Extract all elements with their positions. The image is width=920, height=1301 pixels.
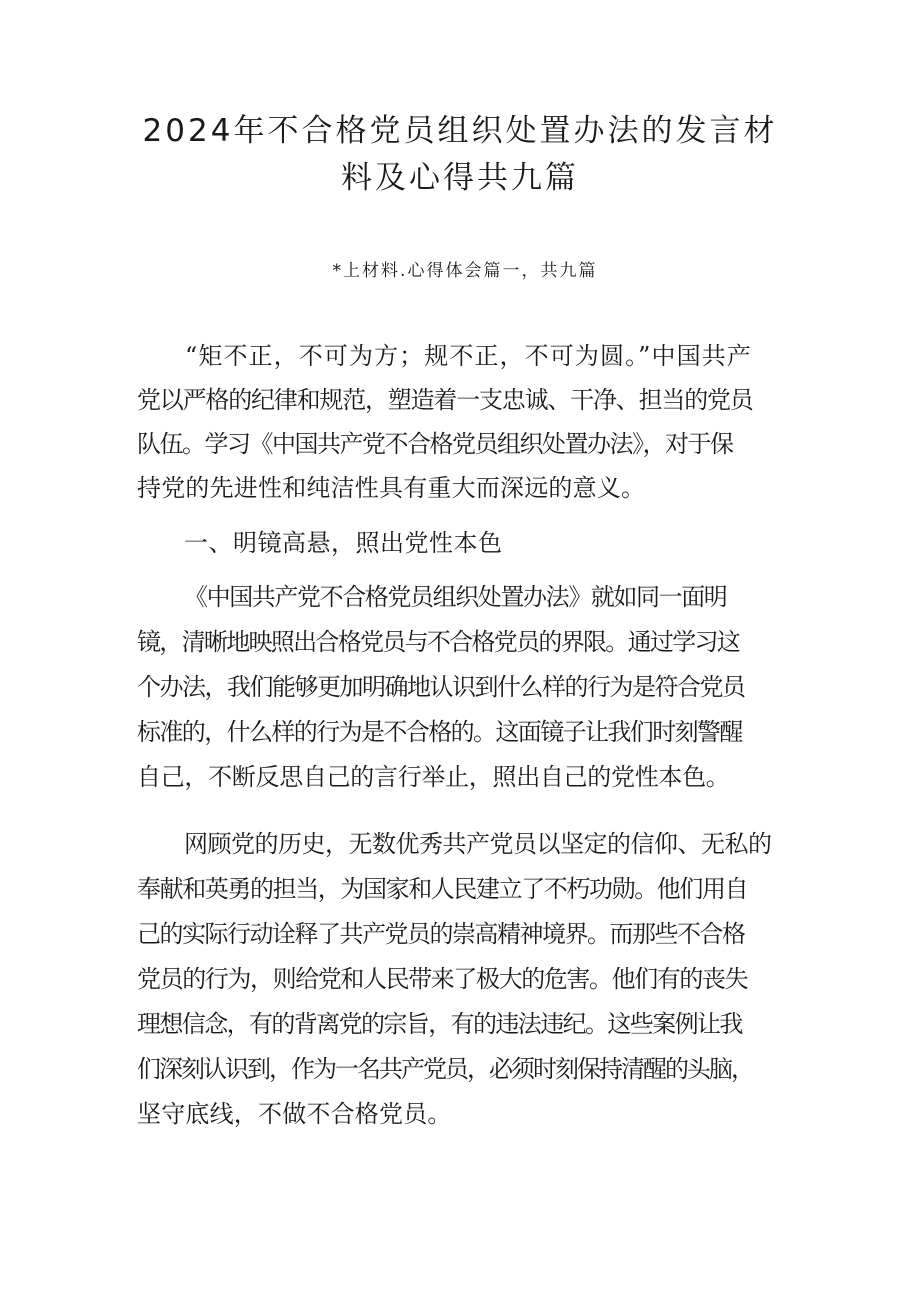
body-line: 己的实际行动诠释了共产党员的崇高精神境界。而那些不合格: [137, 920, 745, 948]
body-line: 网顾党的历史，无数优秀共产党员以坚定的信仰、无私的: [184, 830, 772, 858]
body-line: 个办法，我们能够更加明确地认识到什么样的行为是符合党员: [137, 673, 745, 701]
body-line: “矩不正，不可为方；规不正，不可为圆。”中国共产: [185, 342, 752, 370]
body-line: 坚守底线，不做不合格党员。: [137, 1100, 452, 1128]
body-line: 理想信念，有的背离党的宗旨，有的违法违纪。这些案例让我: [137, 1010, 742, 1038]
body-line: 奉献和英勇的担当，为国家和人民建立了不朽功勋。他们用自: [137, 875, 748, 903]
body-line: 们深刻认识到，作为一名共产党员，必须时刻保持清醒的头脑，: [137, 1055, 753, 1083]
body-line: 党员的行为，则给党和人民带来了极大的危害。他们有的丧失: [137, 965, 748, 993]
document-subtitle: *上材料.心得体会篇一，共九篇: [332, 261, 598, 281]
body-line: 《中国共产党不合格党员组织处置办法》就如同一面明: [184, 583, 727, 611]
body-line: 镜，清晰地映照出合格党员与不合格党员的界限。通过学习这: [137, 628, 740, 656]
body-line: 持党的先进性和纯洁性具有重大而深远的意义。: [137, 474, 646, 502]
body-line: 党以严格的纪律和规范，塑造着一支忠诚、干净、担当的党员: [137, 386, 753, 414]
body-line: 标准的，什么样的行为是不合格的。这面镜子让我们时刻警醒: [137, 718, 742, 746]
document-title-line-1: 2024年不合格党员组织处置办法的发言材: [142, 113, 778, 149]
body-line: 队伍。学习《中国共产党不合格党员组织处置办法》，对于保: [137, 430, 733, 458]
section-heading: 一、明镜高悬，照出党性本色: [184, 529, 503, 557]
document-title-line-2: 料及心得共九篇: [341, 160, 579, 196]
body-line: 自己，不断反思自己的言行举止，照出自己的党性本色。: [137, 763, 730, 791]
